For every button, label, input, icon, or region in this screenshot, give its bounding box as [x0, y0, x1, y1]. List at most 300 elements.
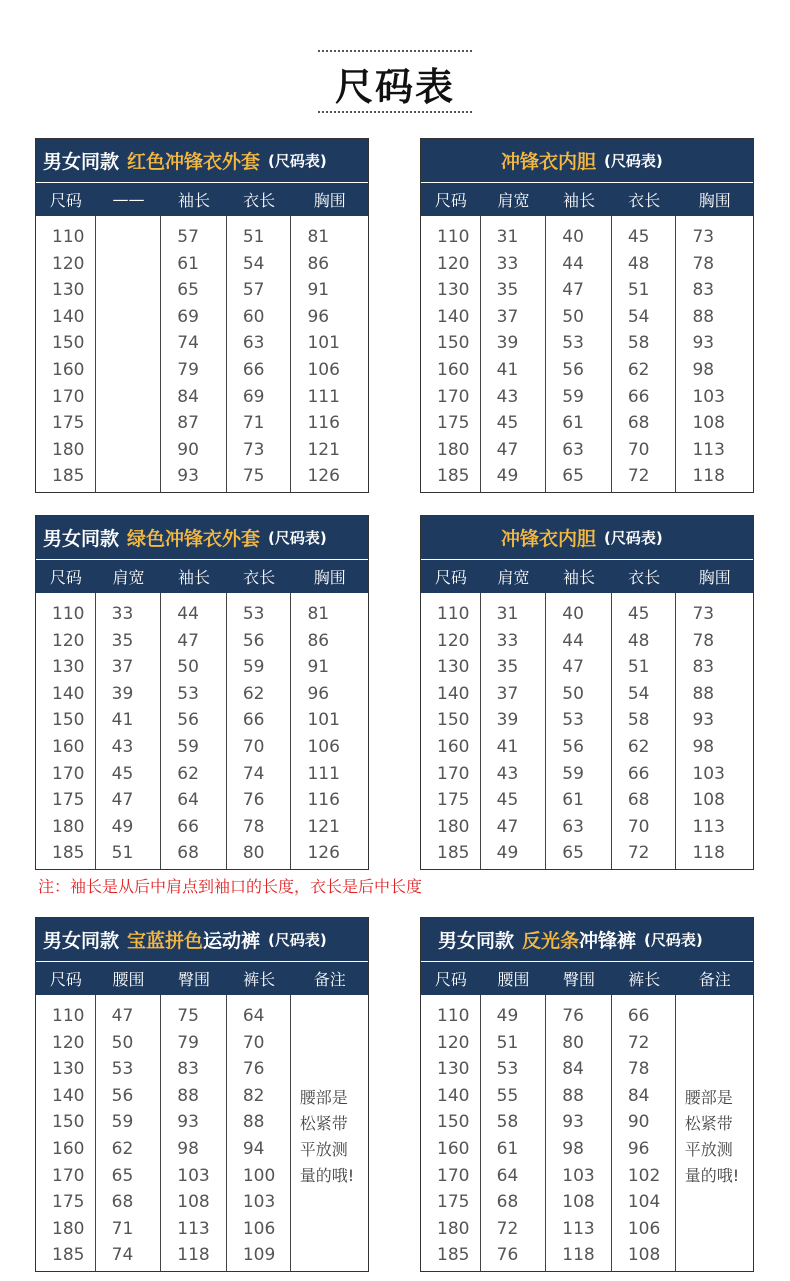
table-title: 男女同款 宝蓝拼色 运动裤 (尺码表) — [36, 918, 368, 962]
table-cell: 120 — [437, 630, 470, 651]
table-cell: 180 — [437, 816, 470, 837]
table-cell: 41 — [111, 710, 134, 731]
table-cell: 106 — [307, 736, 340, 757]
table-cell: 74 — [177, 333, 199, 354]
table-cell: 103 — [562, 1165, 595, 1186]
table-cell: 56 — [177, 710, 199, 731]
table-cell: 140 — [437, 683, 470, 704]
table-cell: 45 — [627, 604, 650, 624]
table-cell: 120 — [52, 630, 85, 651]
table-cell: 160 — [437, 359, 470, 380]
table-cell: 50 — [111, 1032, 134, 1053]
table-cell: 78 — [627, 1059, 650, 1080]
col-sleeve — [161, 216, 227, 492]
table-cell: 175 — [437, 1192, 470, 1213]
table-cell: 45 — [496, 790, 519, 811]
table-cell: 86 — [307, 253, 330, 274]
col-length — [227, 216, 292, 492]
table-title: 男女同款 红色冲锋衣外套 (尺码表) — [36, 139, 368, 183]
size-table-liner-1 — [420, 138, 754, 493]
table-cell: 150 — [437, 1112, 470, 1133]
table-cell: 160 — [437, 736, 470, 757]
table-cell: 45 — [111, 763, 134, 784]
table-cell: 68 — [496, 1192, 519, 1213]
table-cell: 126 — [307, 843, 340, 864]
table-cell: 76 — [496, 1245, 519, 1266]
table-cell: 98 — [562, 1138, 584, 1159]
table-cell: 76 — [242, 1059, 265, 1080]
table-cell: 40 — [562, 604, 584, 624]
col-chest — [676, 216, 753, 492]
table-cell: 101 — [307, 333, 340, 354]
size-table-green-jacket — [35, 515, 369, 870]
table-cell: 66 — [177, 816, 199, 837]
table-cell: 109 — [242, 1245, 276, 1266]
table-cell: 75 — [242, 466, 265, 487]
table-cell: 64 — [177, 790, 199, 811]
table-cell: 175 — [437, 790, 470, 811]
table-cell: 74 — [111, 1245, 134, 1266]
table-cell: 33 — [496, 253, 519, 274]
table-cell: 81 — [307, 604, 330, 624]
table-cell: 59 — [242, 657, 265, 678]
table-cell: 41 — [496, 736, 519, 757]
table-cell: 175 — [52, 1192, 85, 1213]
table-title: 男女同款 反光条 冲锋裤 (尺码表) — [421, 918, 753, 962]
table-cell: 58 — [627, 333, 650, 354]
table-cell: 175 — [52, 790, 85, 811]
table-cell: 90 — [177, 439, 199, 460]
col-chest — [676, 593, 753, 869]
table-cell: 53 — [177, 683, 199, 704]
col-size — [36, 593, 96, 869]
table-cell: 53 — [562, 333, 584, 354]
remark-text: 腰部是松紧带平放测量的哦! — [299, 1088, 355, 1185]
table-cell: 53 — [111, 1059, 134, 1080]
table-cell: 185 — [52, 466, 85, 487]
table-cell: 86 — [307, 630, 330, 651]
table-cell: 93 — [562, 1112, 584, 1133]
table-cell: 66 — [627, 386, 650, 407]
table-cell: 150 — [52, 710, 85, 731]
table-cell: 96 — [307, 683, 330, 704]
table-cell: 118 — [562, 1245, 595, 1266]
table-cell: 185 — [52, 1245, 85, 1266]
table-cell: 81 — [307, 227, 330, 247]
col-length — [612, 216, 677, 492]
remark-text: 腰部是松紧带平放测量的哦! — [684, 1088, 740, 1185]
table-cell: 130 — [437, 1059, 470, 1080]
table-cell: 63 — [562, 816, 584, 837]
table-title: 冲锋衣内胆 (尺码表) — [421, 516, 753, 560]
table-cell: 180 — [437, 1218, 470, 1239]
table-cell: 160 — [52, 736, 85, 757]
table-cell: 175 — [437, 413, 470, 434]
table-cell: 110 — [437, 1006, 470, 1026]
table-header: 尺码 —— 袖长 衣长 胸围 — [36, 183, 368, 216]
table-cell: 96 — [627, 1138, 650, 1159]
table-cell: 53 — [562, 710, 584, 731]
table-body — [36, 593, 368, 869]
table-cell: 45 — [496, 413, 519, 434]
table-cell: 68 — [111, 1192, 134, 1213]
col-sleeve — [161, 593, 227, 869]
table-cell: 53 — [496, 1059, 519, 1080]
table-cell: 116 — [307, 413, 340, 434]
table-cell: 43 — [111, 736, 134, 757]
table-cell: 96 — [307, 306, 330, 327]
table-cell: 49 — [496, 843, 519, 864]
col-waist — [96, 995, 162, 1271]
col-remark — [676, 995, 753, 1271]
table-cell: 180 — [52, 816, 85, 837]
table-cell: 78 — [692, 630, 715, 651]
table-cell: 130 — [437, 657, 470, 678]
table-cell: 108 — [177, 1192, 210, 1213]
table-cell: 54 — [242, 253, 265, 274]
table-cell: 62 — [177, 763, 199, 784]
table-cell: 72 — [627, 843, 650, 864]
table-cell: 83 — [692, 280, 715, 301]
table-cell: 62 — [627, 736, 650, 757]
table-cell: 102 — [627, 1165, 661, 1186]
table-cell: 88 — [242, 1112, 265, 1133]
col-length — [227, 593, 292, 869]
table-cell: 103 — [692, 386, 725, 407]
table-body — [421, 216, 753, 492]
table-cell: 69 — [177, 306, 199, 327]
size-table-liner-2 — [420, 515, 754, 870]
table-cell: 59 — [562, 763, 584, 784]
table-cell: 160 — [52, 359, 85, 380]
table-cell: 63 — [242, 333, 265, 354]
table-cell: 37 — [496, 683, 519, 704]
table-cell: 120 — [52, 253, 85, 274]
table-cell: 160 — [52, 1138, 85, 1159]
table-cell: 31 — [496, 604, 519, 624]
table-cell: 69 — [242, 386, 265, 407]
measurement-note: 注：袖长是从后中肩点到袖口的长度，衣长是后中长度 — [38, 877, 423, 896]
table-header: 尺码 腰围 臀围 裤长 备注 — [36, 962, 368, 995]
table-cell: 49 — [111, 816, 134, 837]
table-cell: 44 — [562, 630, 584, 651]
table-cell: 35 — [496, 280, 519, 301]
table-cell: 150 — [437, 333, 470, 354]
table-cell: 118 — [692, 466, 725, 487]
title-dots-top — [318, 50, 472, 52]
table-cell: 140 — [52, 1085, 85, 1106]
table-header: 尺码 肩宽 袖长 衣长 胸围 — [421, 183, 753, 216]
size-table-blue-pants — [35, 917, 369, 1272]
table-cell: 185 — [437, 1245, 470, 1266]
col-chest — [291, 216, 368, 492]
table-cell: 98 — [177, 1138, 199, 1159]
table-cell: 68 — [627, 413, 650, 434]
table-cell: 140 — [437, 1085, 470, 1106]
size-table-red-jacket — [35, 138, 369, 493]
col-sleeve — [546, 216, 612, 492]
table-cell: 103 — [177, 1165, 210, 1186]
table-cell: 140 — [52, 306, 85, 327]
table-cell: 80 — [562, 1032, 584, 1053]
table-cell: 108 — [627, 1245, 661, 1266]
table-cell: 39 — [496, 710, 519, 731]
table-cell: 91 — [307, 280, 330, 301]
table-cell: 111 — [307, 386, 340, 407]
table-cell: 73 — [242, 439, 265, 460]
table-cell: 50 — [177, 657, 199, 678]
table-cell: 79 — [177, 359, 199, 380]
table-cell: 33 — [496, 630, 519, 651]
table-cell: 51 — [627, 657, 650, 678]
col-sleeve — [546, 593, 612, 869]
table-cell: 93 — [177, 1112, 199, 1133]
table-cell: 88 — [692, 683, 715, 704]
table-cell: 51 — [111, 843, 134, 864]
table-cell: 76 — [562, 1006, 584, 1026]
table-cell: 91 — [307, 657, 330, 678]
table-cell: 101 — [307, 710, 340, 731]
table-cell: 113 — [177, 1218, 210, 1239]
table-cell: 130 — [437, 280, 470, 301]
table-cell: 108 — [692, 413, 725, 434]
table-cell: 66 — [627, 1006, 650, 1026]
table-cell: 150 — [52, 1112, 85, 1133]
table-cell: 71 — [111, 1218, 134, 1239]
table-cell: 61 — [177, 253, 199, 274]
table-cell: 56 — [111, 1085, 134, 1106]
table-cell: 98 — [692, 359, 715, 380]
table-cell: 48 — [627, 253, 650, 274]
table-cell: 54 — [627, 683, 650, 704]
table-cell: 120 — [437, 253, 470, 274]
table-cell: 35 — [496, 657, 519, 678]
table-cell: 62 — [627, 359, 650, 380]
table-cell: 68 — [177, 843, 199, 864]
table-cell: 70 — [627, 439, 650, 460]
table-cell: 110 — [52, 604, 85, 624]
table-cell: 150 — [52, 333, 85, 354]
col-remark — [291, 995, 368, 1271]
table-cell: 78 — [692, 253, 715, 274]
table-cell: 76 — [242, 790, 265, 811]
table-cell: 106 — [242, 1218, 276, 1239]
table-cell: 93 — [692, 333, 715, 354]
table-cell: 110 — [437, 227, 470, 247]
table-cell: 55 — [496, 1085, 519, 1106]
table-cell: 84 — [627, 1085, 650, 1106]
table-cell: 170 — [52, 386, 85, 407]
table-cell: 71 — [242, 413, 265, 434]
table-cell: 83 — [692, 657, 715, 678]
table-cell: 98 — [692, 736, 715, 757]
table-cell: 94 — [242, 1138, 265, 1159]
table-cell: 43 — [496, 386, 519, 407]
table-body — [36, 216, 368, 492]
table-cell: 50 — [562, 306, 584, 327]
table-cell: 93 — [177, 466, 199, 487]
table-cell: 61 — [496, 1138, 519, 1159]
table-cell: 47 — [562, 657, 584, 678]
table-body — [36, 995, 368, 1271]
table-cell: 59 — [177, 736, 199, 757]
table-cell: 56 — [242, 630, 265, 651]
table-cell: 51 — [627, 280, 650, 301]
page-title: 尺码表 — [334, 65, 455, 109]
table-cell: 65 — [562, 843, 584, 864]
table-cell: 170 — [437, 763, 470, 784]
col-shoulder — [481, 593, 547, 869]
table-cell: 75 — [177, 1006, 199, 1026]
col-size — [421, 995, 481, 1271]
table-cell: 72 — [496, 1218, 519, 1239]
table-cell: 93 — [692, 710, 715, 731]
table-cell: 121 — [307, 439, 340, 460]
table-cell: 31 — [496, 227, 519, 247]
table-cell: 45 — [627, 227, 650, 247]
table-cell: 110 — [52, 227, 85, 247]
table-cell: 113 — [562, 1218, 595, 1239]
table-cell: 74 — [242, 763, 265, 784]
table-cell: 59 — [562, 386, 584, 407]
table-cell: 90 — [627, 1112, 650, 1133]
table-cell: 88 — [692, 306, 715, 327]
table-cell: 64 — [242, 1006, 265, 1026]
table-cell: 130 — [52, 657, 85, 678]
table-cell: 83 — [177, 1059, 199, 1080]
col-size — [36, 216, 96, 492]
table-cell: 37 — [496, 306, 519, 327]
table-cell: 140 — [437, 306, 470, 327]
table-cell: 106 — [307, 359, 340, 380]
table-cell: 39 — [496, 333, 519, 354]
table-cell: 84 — [177, 386, 199, 407]
table-cell: 72 — [627, 1032, 650, 1053]
table-cell: 130 — [52, 1059, 85, 1080]
table-cell: 116 — [307, 790, 340, 811]
table-cell: 88 — [562, 1085, 584, 1106]
table-cell: 126 — [307, 466, 340, 487]
table-cell: 47 — [496, 439, 519, 460]
table-cell: 41 — [496, 359, 519, 380]
table-cell: 121 — [307, 816, 340, 837]
table-cell: 73 — [692, 227, 715, 247]
table-cell: 62 — [111, 1138, 134, 1159]
table-cell: 110 — [437, 604, 470, 624]
table-cell: 47 — [177, 630, 199, 651]
table-cell: 70 — [242, 1032, 265, 1053]
table-cell: 103 — [242, 1192, 276, 1213]
table-cell: 54 — [627, 306, 650, 327]
table-cell: 63 — [562, 439, 584, 460]
table-cell: 43 — [496, 763, 519, 784]
table-cell: 103 — [692, 763, 725, 784]
col-size — [421, 593, 481, 869]
table-cell: 82 — [242, 1085, 265, 1106]
table-cell: 180 — [52, 1218, 85, 1239]
table-cell: 48 — [627, 630, 650, 651]
table-cell: 118 — [692, 843, 725, 864]
table-cell: 66 — [627, 763, 650, 784]
table-cell: 100 — [242, 1165, 276, 1186]
title-dots-bottom — [318, 111, 472, 113]
table-cell: 44 — [562, 253, 584, 274]
table-cell: 51 — [496, 1032, 519, 1053]
col-size — [36, 995, 96, 1271]
table-cell: 58 — [627, 710, 650, 731]
table-cell: 185 — [437, 843, 470, 864]
table-cell: 106 — [627, 1218, 661, 1239]
col-shoulder — [96, 593, 162, 869]
table-cell: 72 — [627, 466, 650, 487]
table-cell: 78 — [242, 816, 265, 837]
table-cell: 59 — [111, 1112, 134, 1133]
table-cell: 110 — [52, 1006, 85, 1026]
table-cell: 84 — [562, 1059, 584, 1080]
table-cell: 88 — [177, 1085, 199, 1106]
table-header: 尺码 腰围 臀围 裤长 备注 — [421, 962, 753, 995]
table-cell: 150 — [437, 710, 470, 731]
table-cell: 58 — [496, 1112, 519, 1133]
table-cell: 118 — [177, 1245, 210, 1266]
table-cell: 47 — [562, 280, 584, 301]
table-cell: 47 — [111, 1006, 134, 1026]
col-pants-length — [227, 995, 292, 1271]
table-cell: 49 — [496, 1006, 519, 1026]
table-cell: 47 — [496, 816, 519, 837]
table-cell: 140 — [52, 683, 85, 704]
table-cell: 44 — [177, 604, 199, 624]
table-cell: 61 — [562, 790, 584, 811]
table-cell: 68 — [627, 790, 650, 811]
table-cell: 50 — [562, 683, 584, 704]
col-waist — [481, 995, 547, 1271]
size-table-reflective-pants — [420, 917, 754, 1272]
table-cell: 65 — [111, 1165, 134, 1186]
table-cell: 66 — [242, 710, 265, 731]
table-cell: 180 — [437, 439, 470, 460]
table-title: 男女同款 绿色冲锋衣外套 (尺码表) — [36, 516, 368, 560]
table-cell: 80 — [242, 843, 265, 864]
table-cell: 70 — [627, 816, 650, 837]
table-cell: 62 — [242, 683, 265, 704]
table-cell: 113 — [692, 816, 725, 837]
table-cell: 120 — [52, 1032, 85, 1053]
col-length — [612, 593, 677, 869]
table-body — [421, 995, 753, 1271]
table-cell: 120 — [437, 1032, 470, 1053]
table-title: 冲锋衣内胆 (尺码表) — [421, 139, 753, 183]
table-cell: 180 — [52, 439, 85, 460]
table-cell: 185 — [437, 466, 470, 487]
table-cell: 175 — [52, 413, 85, 434]
table-cell: 61 — [562, 413, 584, 434]
table-cell: 87 — [177, 413, 199, 434]
table-cell: 170 — [437, 1165, 470, 1186]
col-chest — [291, 593, 368, 869]
table-cell: 79 — [177, 1032, 199, 1053]
table-body — [421, 593, 753, 869]
table-cell: 57 — [242, 280, 265, 301]
table-header: 尺码 肩宽 袖长 衣长 胸围 — [36, 560, 368, 593]
table-cell: 37 — [111, 657, 134, 678]
table-cell: 170 — [437, 386, 470, 407]
table-cell: 111 — [307, 763, 340, 784]
table-cell: 108 — [692, 790, 725, 811]
table-cell: 70 — [242, 736, 265, 757]
table-cell: 56 — [562, 359, 584, 380]
table-cell: 185 — [52, 843, 85, 864]
